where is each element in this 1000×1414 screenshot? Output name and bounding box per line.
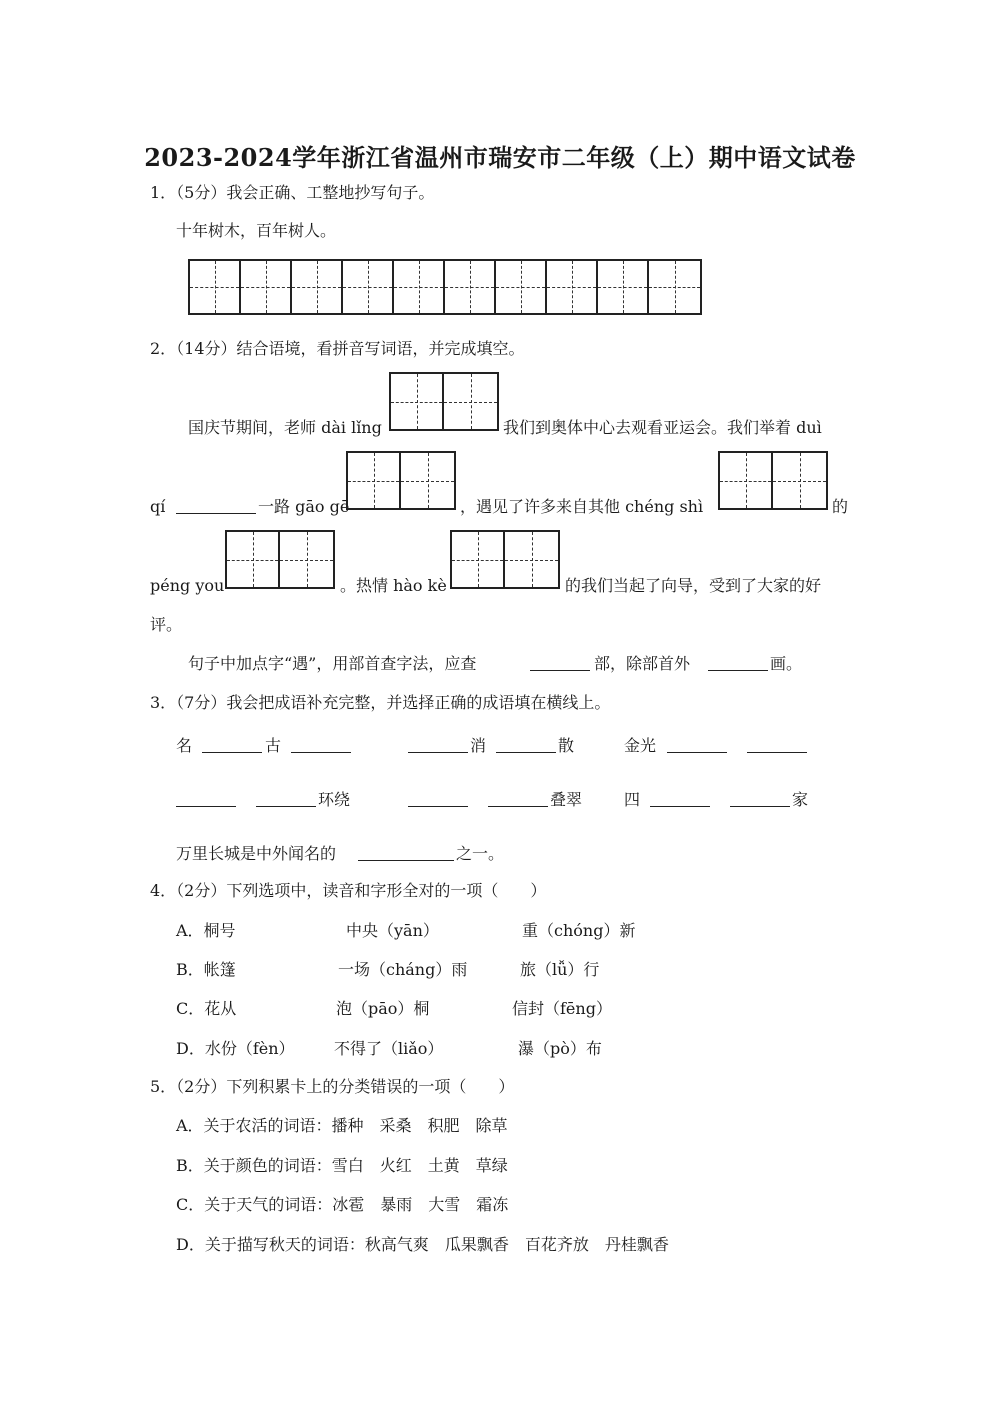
page-title: 2023-2024学年浙江省温州市瑞安市二年级（上）期中语文试卷 [144,143,856,172]
grid-cell[interactable] [496,261,547,313]
q2-line2-c: ，遇见了许多来自其他 chéng shì [460,497,704,516]
q5-option-d[interactable]: D．关于描写秋天的词语：秋高气爽 瓜果飘香 百花齐放 丹桂飘香 [176,1235,669,1254]
q4-stem: 4．（2分）下列选项中，读音和字形全对的一项（ ） [150,881,547,900]
q2-answer-box-dailing[interactable] [389,372,499,431]
blank-line[interactable] [202,752,262,753]
q4-option-d-3: 瀑（pò）布 [518,1039,602,1058]
idiom-char: 四 [624,790,641,809]
q4-option-b-3: 旅（lǚ）行 [520,960,600,979]
q2-stem: 2．（14分）结合语境，看拼音写词语，并完成填空。 [150,339,525,358]
grid-cell[interactable] [720,453,773,508]
q2-answer-box-chengshi[interactable] [718,451,828,510]
q2-line4: 评。 [150,615,183,634]
blank-line[interactable] [176,513,256,514]
grid-cell[interactable] [292,261,343,313]
grid-cell[interactable] [444,374,497,429]
q2-line5-a: 句子中加点字“遇”，用部首查字法，应查 [188,654,477,673]
blank-line[interactable] [730,806,790,807]
q4-option-a-3: 重（chóng）新 [522,921,636,940]
idiom-char: 金光 [624,736,657,755]
q2-line3-c: 的我们当起了向导，受到了大家的好 [565,576,822,595]
q3-sentence-b: 之一。 [456,844,505,863]
blank-line[interactable] [530,670,590,671]
grid-cell[interactable] [241,261,292,313]
blank-line[interactable] [408,752,468,753]
blank-line[interactable] [708,670,768,671]
q1-sentence: 十年树木，百年树人。 [176,221,337,240]
q3-sentence-a: 万里长城是中外闻名的 [176,844,337,863]
q4-option-c-1[interactable]: C．花从 [176,999,237,1018]
grid-cell[interactable] [280,532,333,587]
q5-option-b[interactable]: B．关于颜色的词语：雪白 火红 土黄 草绿 [176,1156,508,1175]
grid-cell[interactable] [773,453,826,508]
grid-cell[interactable] [505,532,558,587]
q2-answer-box-pengyou[interactable] [225,530,335,589]
grid-cell[interactable] [649,261,700,313]
q1-stem: 1．（5分）我会正确、工整地抄写句子。 [150,183,435,202]
q3-stem: 3．（7分）我会把成语补充完整，并选择正确的成语填在横线上。 [150,693,611,712]
q1-writing-grid[interactable] [188,259,702,315]
blank-line[interactable] [358,860,454,861]
blank-line[interactable] [408,806,468,807]
q4-option-d-1[interactable]: D．水份（fèn） [176,1039,295,1058]
q4-option-b-2: 一场（cháng）雨 [338,960,468,979]
q2-line1-a: 国庆节期间，老师 dài lǐng [188,418,382,437]
blank-line[interactable] [747,752,807,753]
q2-line3-b: 。热情 hào kè [340,576,447,595]
idiom-char: 家 [792,790,809,809]
grid-cell[interactable] [598,261,649,313]
q2-answer-box-haoke[interactable] [450,530,560,589]
blank-line[interactable] [650,806,710,807]
q5-option-c[interactable]: C．关于天气的词语：冰雹 暴雨 大雪 霜冻 [176,1195,509,1214]
q2-line1-b: 我们到奥体中心去观看亚运会。我们举着 duì [503,418,822,437]
grid-cell[interactable] [401,453,454,508]
grid-cell[interactable] [348,453,401,508]
q4-option-a-2: 中央（yān） [346,921,439,940]
idiom-char: 环绕 [318,790,351,809]
q4-option-c-2: 泡（pāo）桐 [336,999,430,1018]
q4-option-a-1[interactable]: A．桐号 [176,921,236,940]
grid-cell[interactable] [445,261,496,313]
blank-line[interactable] [291,752,351,753]
idiom-char: 散 [558,736,575,755]
q2-line2-b: 一路 gāo gē [258,497,350,516]
grid-cell[interactable] [343,261,394,313]
q4-option-b-1[interactable]: B．帐篷 [176,960,236,979]
grid-cell[interactable] [394,261,445,313]
q2-line2-d: 的 [832,497,849,516]
blank-line[interactable] [496,752,556,753]
q5-option-a[interactable]: A．关于农活的词语：播种 采桑 积肥 除草 [176,1116,508,1135]
grid-cell[interactable] [190,261,241,313]
idiom-char: 叠翠 [550,790,583,809]
q2-line3-a: péng you [150,576,225,595]
grid-cell[interactable] [227,532,280,587]
blank-line[interactable] [667,752,727,753]
blank-line[interactable] [176,806,236,807]
grid-cell[interactable] [391,374,444,429]
idiom-char: 古 [265,736,282,755]
idiom-char: 消 [470,736,487,755]
blank-line[interactable] [488,806,548,807]
q4-option-d-2: 不得了（liǎo） [334,1039,444,1058]
grid-cell[interactable] [547,261,598,313]
blank-line[interactable] [256,806,316,807]
q5-stem: 5．（2分）下列积累卡上的分类错误的一项（ ） [150,1077,515,1096]
idiom-char: 名 [176,736,193,755]
q2-answer-box-gaoge[interactable] [346,451,456,510]
q2-line5-b: 部，除部首外 [594,654,691,673]
q2-line2-a: qí [150,497,166,516]
grid-cell[interactable] [452,532,505,587]
q2-line5-c: 画。 [770,654,803,673]
q4-option-c-3: 信封（fēng） [512,999,612,1018]
